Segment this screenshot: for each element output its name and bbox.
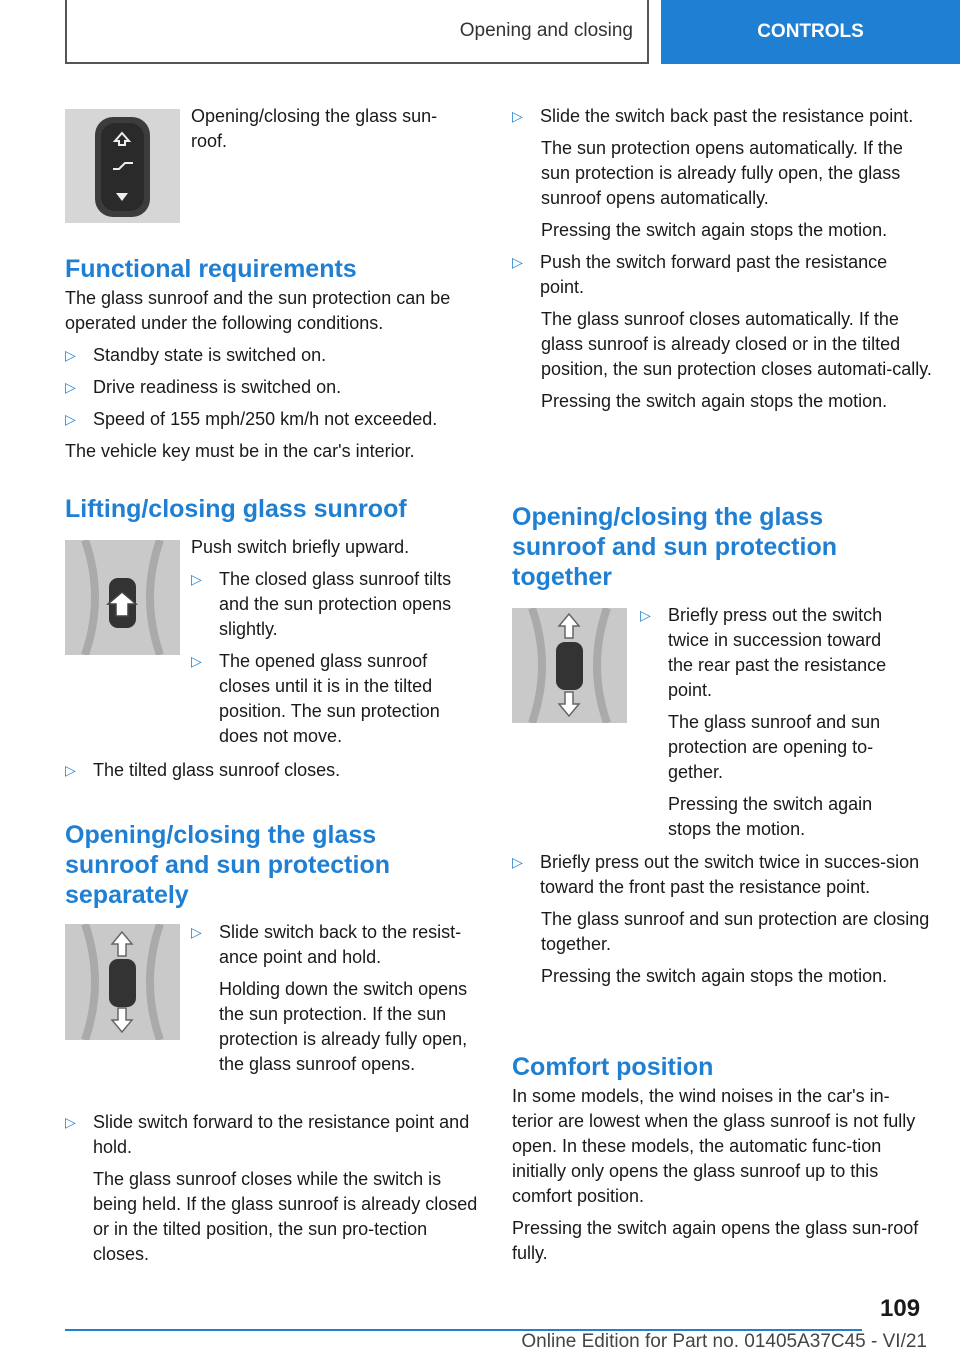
list-item (65, 375, 480, 400)
list-item (191, 649, 481, 749)
list-item-text: Speed of 155 mph/250 km/h not exceeded. (93, 409, 438, 429)
list-item-subtext: The sun protection opens automatically. If the sun protection is already fully open, the glass sunroof opens automatically. (541, 138, 903, 208)
list-item (512, 250, 932, 300)
list-item-text: The tilted glass sunroof closes. (93, 760, 341, 780)
comfort-text-1: In some models, the wind noises in the car's in-terior are lowest when the glass sunroof is not fully open. In these models, the automatic func-tion initially only opens the glass sunroof up to this comfort position. (512, 1086, 916, 1206)
bullet-icon: ▷ (65, 347, 76, 363)
list-item-text: The opened glass sunroof closes until it is in the tilted position. The sun protection does not move. (219, 651, 440, 746)
list-item-text: Slide switch back to the resist-ance point and hold. (219, 922, 462, 967)
comfort-text-2: Pressing the switch again opens the glass sun-roof fully. (512, 1218, 919, 1263)
together-title-line-1: Opening/closing the glass (512, 503, 824, 531)
list-item (65, 758, 480, 783)
bullet-icon: ▷ (640, 607, 651, 623)
functional-requirements-title: Functional requirements (65, 255, 357, 283)
list-item (512, 850, 932, 900)
list-item-text: Drive readiness is switched on. (93, 377, 342, 397)
list-item-text: Slide the switch back past the resistance point. (540, 106, 914, 126)
list-item-subtext: The glass sunroof closes automatically. If the glass sunroof is already closed or in the tilted position, the sun protection closes automati-cally. (541, 309, 932, 379)
together-section (512, 502, 932, 592)
lifting-section (65, 494, 480, 524)
header-section-label: Opening and closing (459, 20, 633, 41)
list-item-subtext: The glass sunroof and sun protection are closing together. (541, 909, 930, 954)
intro-caption (191, 104, 471, 154)
comfort-section (512, 1052, 922, 1273)
list-item-subtext: The glass sunroof and sun protection are opening to-gether. (668, 712, 881, 782)
footer-edition-text: Online Edition for Part no. 01405A37C45 - VI/21 (521, 1331, 927, 1352)
list-item-text: Push the switch forward past the resistance point. (540, 252, 888, 297)
list-item-subtext: Pressing the switch again stops the motion. (541, 391, 888, 411)
functional-requirements-section (65, 254, 480, 471)
bullet-icon: ▷ (512, 108, 523, 124)
bullet-icon: ▷ (512, 854, 523, 870)
functional-requirements-after: The vehicle key must be in the car's interior. (65, 441, 415, 461)
bullet-icon: ▷ (65, 1114, 76, 1130)
bullet-icon: ▷ (512, 254, 523, 270)
separately-title-line-2: sunroof and sun protection (65, 851, 390, 879)
switch-photo-1 (65, 109, 180, 223)
together-content (640, 603, 910, 849)
separately-content (191, 920, 483, 1084)
list-item-subtext: The glass sunroof closes while the switch is being held. If the glass sunroof is already closed or in the tilted position, the sun pro-tection closes. (93, 1169, 478, 1264)
together-title-line-2: sunroof and sun protection (512, 533, 837, 561)
list-item-subtext: Holding down the switch opens the sun protection. If the sun protection is already fully open, the glass sunroof opens. (219, 979, 468, 1074)
list-item-text: Briefly press out the switch twice in succession toward the rear past the resistance point. (668, 605, 887, 700)
bullet-icon: ▷ (65, 762, 76, 778)
lifting-intro: Push switch briefly upward. (191, 537, 410, 557)
intro-caption-line-1: Opening/closing the glass sun- (191, 106, 438, 126)
list-item (65, 343, 480, 368)
list-item-subtext: Pressing the switch again stops the motion. (541, 220, 888, 240)
switch-photo-2 (65, 540, 180, 655)
header-chapter-tab (661, 0, 960, 64)
list-item-subtext: Pressing the switch again stops the motion. (541, 966, 888, 986)
bullet-icon: ▷ (65, 411, 76, 427)
lifting-content (191, 535, 481, 756)
list-item (512, 104, 932, 129)
list-item-subtext: Pressing the switch again stops the motion. (668, 794, 873, 839)
list-item-text: Standby state is switched on. (93, 345, 327, 365)
header-chapter-label: CONTROLS (757, 21, 864, 42)
intro-caption-line-2: roof. (191, 131, 228, 151)
functional-requirements-text: The glass sunroof and the sun protection can be operated under the following conditions. (65, 288, 451, 333)
bullet-icon: ▷ (191, 653, 202, 669)
page-number: 109 (880, 1295, 921, 1322)
list-item-text: The closed glass sunroof tilts and the sun protection opens slightly. (219, 569, 452, 639)
separately-content-2 (65, 1110, 480, 1274)
switch-photo-3 (65, 924, 180, 1040)
list-item-text: Slide switch forward to the resistance point and hold. (93, 1112, 470, 1157)
list-item (191, 920, 483, 970)
lifting-title: Lifting/closing glass sunroof (65, 495, 407, 523)
separately-title-line-1: Opening/closing the glass (65, 821, 377, 849)
list-item-text: Briefly press out the switch twice in succes-sion toward the front past the resistance point. (540, 852, 920, 897)
bullet-icon: ▷ (191, 924, 202, 940)
lifting-last-item (65, 758, 480, 790)
together-content-2 (512, 850, 932, 996)
list-item (191, 567, 481, 642)
list-item (65, 407, 480, 432)
separately-section (65, 820, 480, 910)
right-top-list (512, 104, 932, 421)
comfort-title: Comfort position (512, 1053, 714, 1081)
bullet-icon: ▷ (191, 571, 202, 587)
list-item (65, 1110, 480, 1160)
separately-title-line-3: separately (65, 881, 189, 909)
list-item (640, 603, 910, 703)
bullet-icon: ▷ (65, 379, 76, 395)
header-section-tab (65, 0, 649, 64)
switch-photo-4 (512, 608, 627, 723)
together-title-line-3: together (512, 563, 612, 591)
